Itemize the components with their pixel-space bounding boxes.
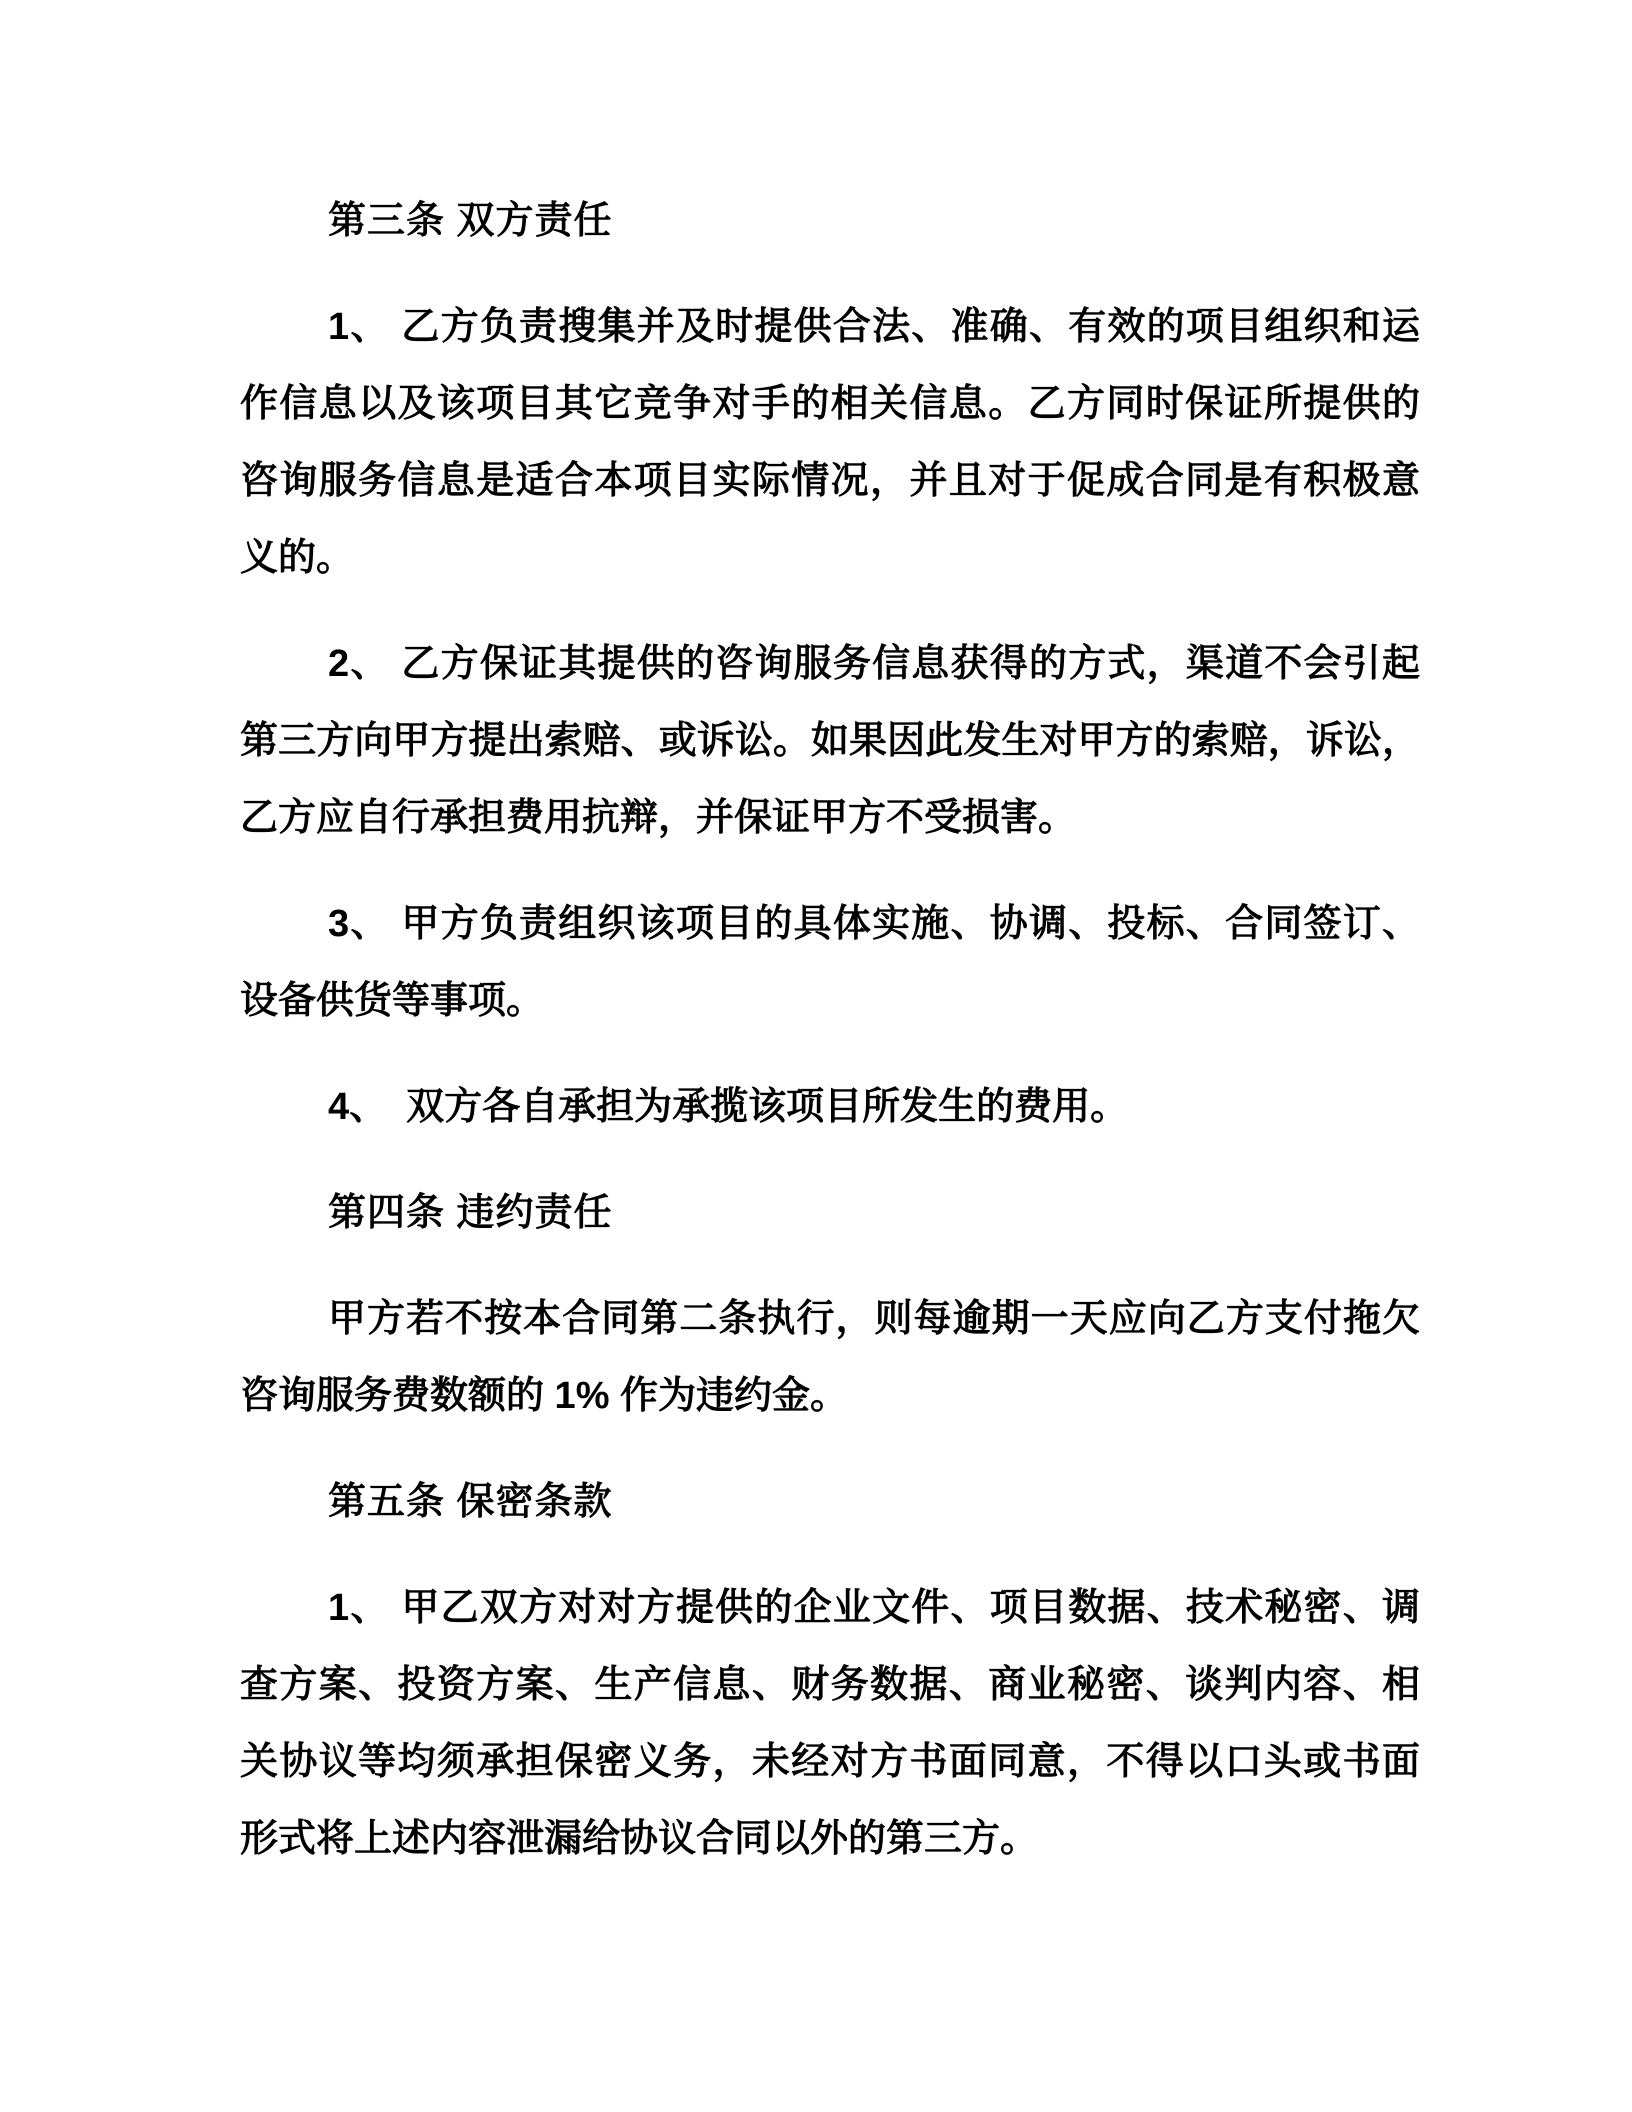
paragraph bbox=[240, 1570, 1420, 1878]
text-line: 甲方若不按本合同第二条执行，则每逾期一天应向乙方支付拖欠 bbox=[328, 1298, 1420, 1340]
text-line: 2、 乙方保证其提供的咨询服务信息获得的方式，渠道不会引起 bbox=[328, 643, 1420, 685]
text-line: 4、 双方各自承担为承揽该项目所发生的费用。 bbox=[328, 1086, 1129, 1128]
paragraph bbox=[240, 1069, 1420, 1146]
text-line: 义的。 bbox=[240, 537, 355, 579]
paragraph bbox=[240, 289, 1420, 597]
text-line: 第四条 违约责任 bbox=[328, 1192, 613, 1234]
paragraph bbox=[240, 886, 1420, 1040]
text-line: 关协议等均须承担保密义务，未经对方书面同意，不得以口头或书面 bbox=[240, 1741, 1420, 1783]
text-line: 作信息以及该项目其它竞争对手的相关信息。乙方同时保证所提供的 bbox=[240, 383, 1420, 425]
text-line: 设备供货等事项。 bbox=[240, 980, 545, 1022]
text-line: 1、 乙方负责搜集并及时提供合法、准确、有效的项目组织和运 bbox=[328, 306, 1420, 348]
text-line: 第三条 双方责任 bbox=[328, 200, 613, 242]
text-line: 咨询服务信息是适合本项目实际情况，并且对于促成合同是有积极意 bbox=[240, 460, 1420, 502]
text-line: 1、 甲乙双方对对方提供的企业文件、项目数据、技术秘密、调 bbox=[328, 1587, 1420, 1629]
text-line: 3、 甲方负责组织该项目的具体实施、协调、投标、合同签订、 bbox=[328, 903, 1420, 945]
section-heading bbox=[240, 183, 1420, 260]
text-line: 乙方应自行承担费用抗辩，并保证甲方不受损害。 bbox=[240, 797, 1077, 839]
paragraph bbox=[240, 626, 1420, 857]
paragraph bbox=[240, 1281, 1420, 1435]
section-heading bbox=[240, 1175, 1420, 1252]
section-heading bbox=[240, 1464, 1420, 1541]
text-line: 查方案、投资方案、生产信息、财务数据、商业秘密、谈判内容、相 bbox=[240, 1664, 1420, 1706]
text-line: 咨询服务费数额的 1% 作为违约金。 bbox=[240, 1375, 849, 1417]
text-line: 第五条 保密条款 bbox=[328, 1481, 613, 1523]
text-line: 形式将上述内容泄漏给协议合同以外的第三方。 bbox=[240, 1818, 1039, 1860]
text-line: 第三方向甲方提出索赔、或诉讼。如果因此发生对甲方的索赔，诉讼， bbox=[240, 720, 1420, 762]
